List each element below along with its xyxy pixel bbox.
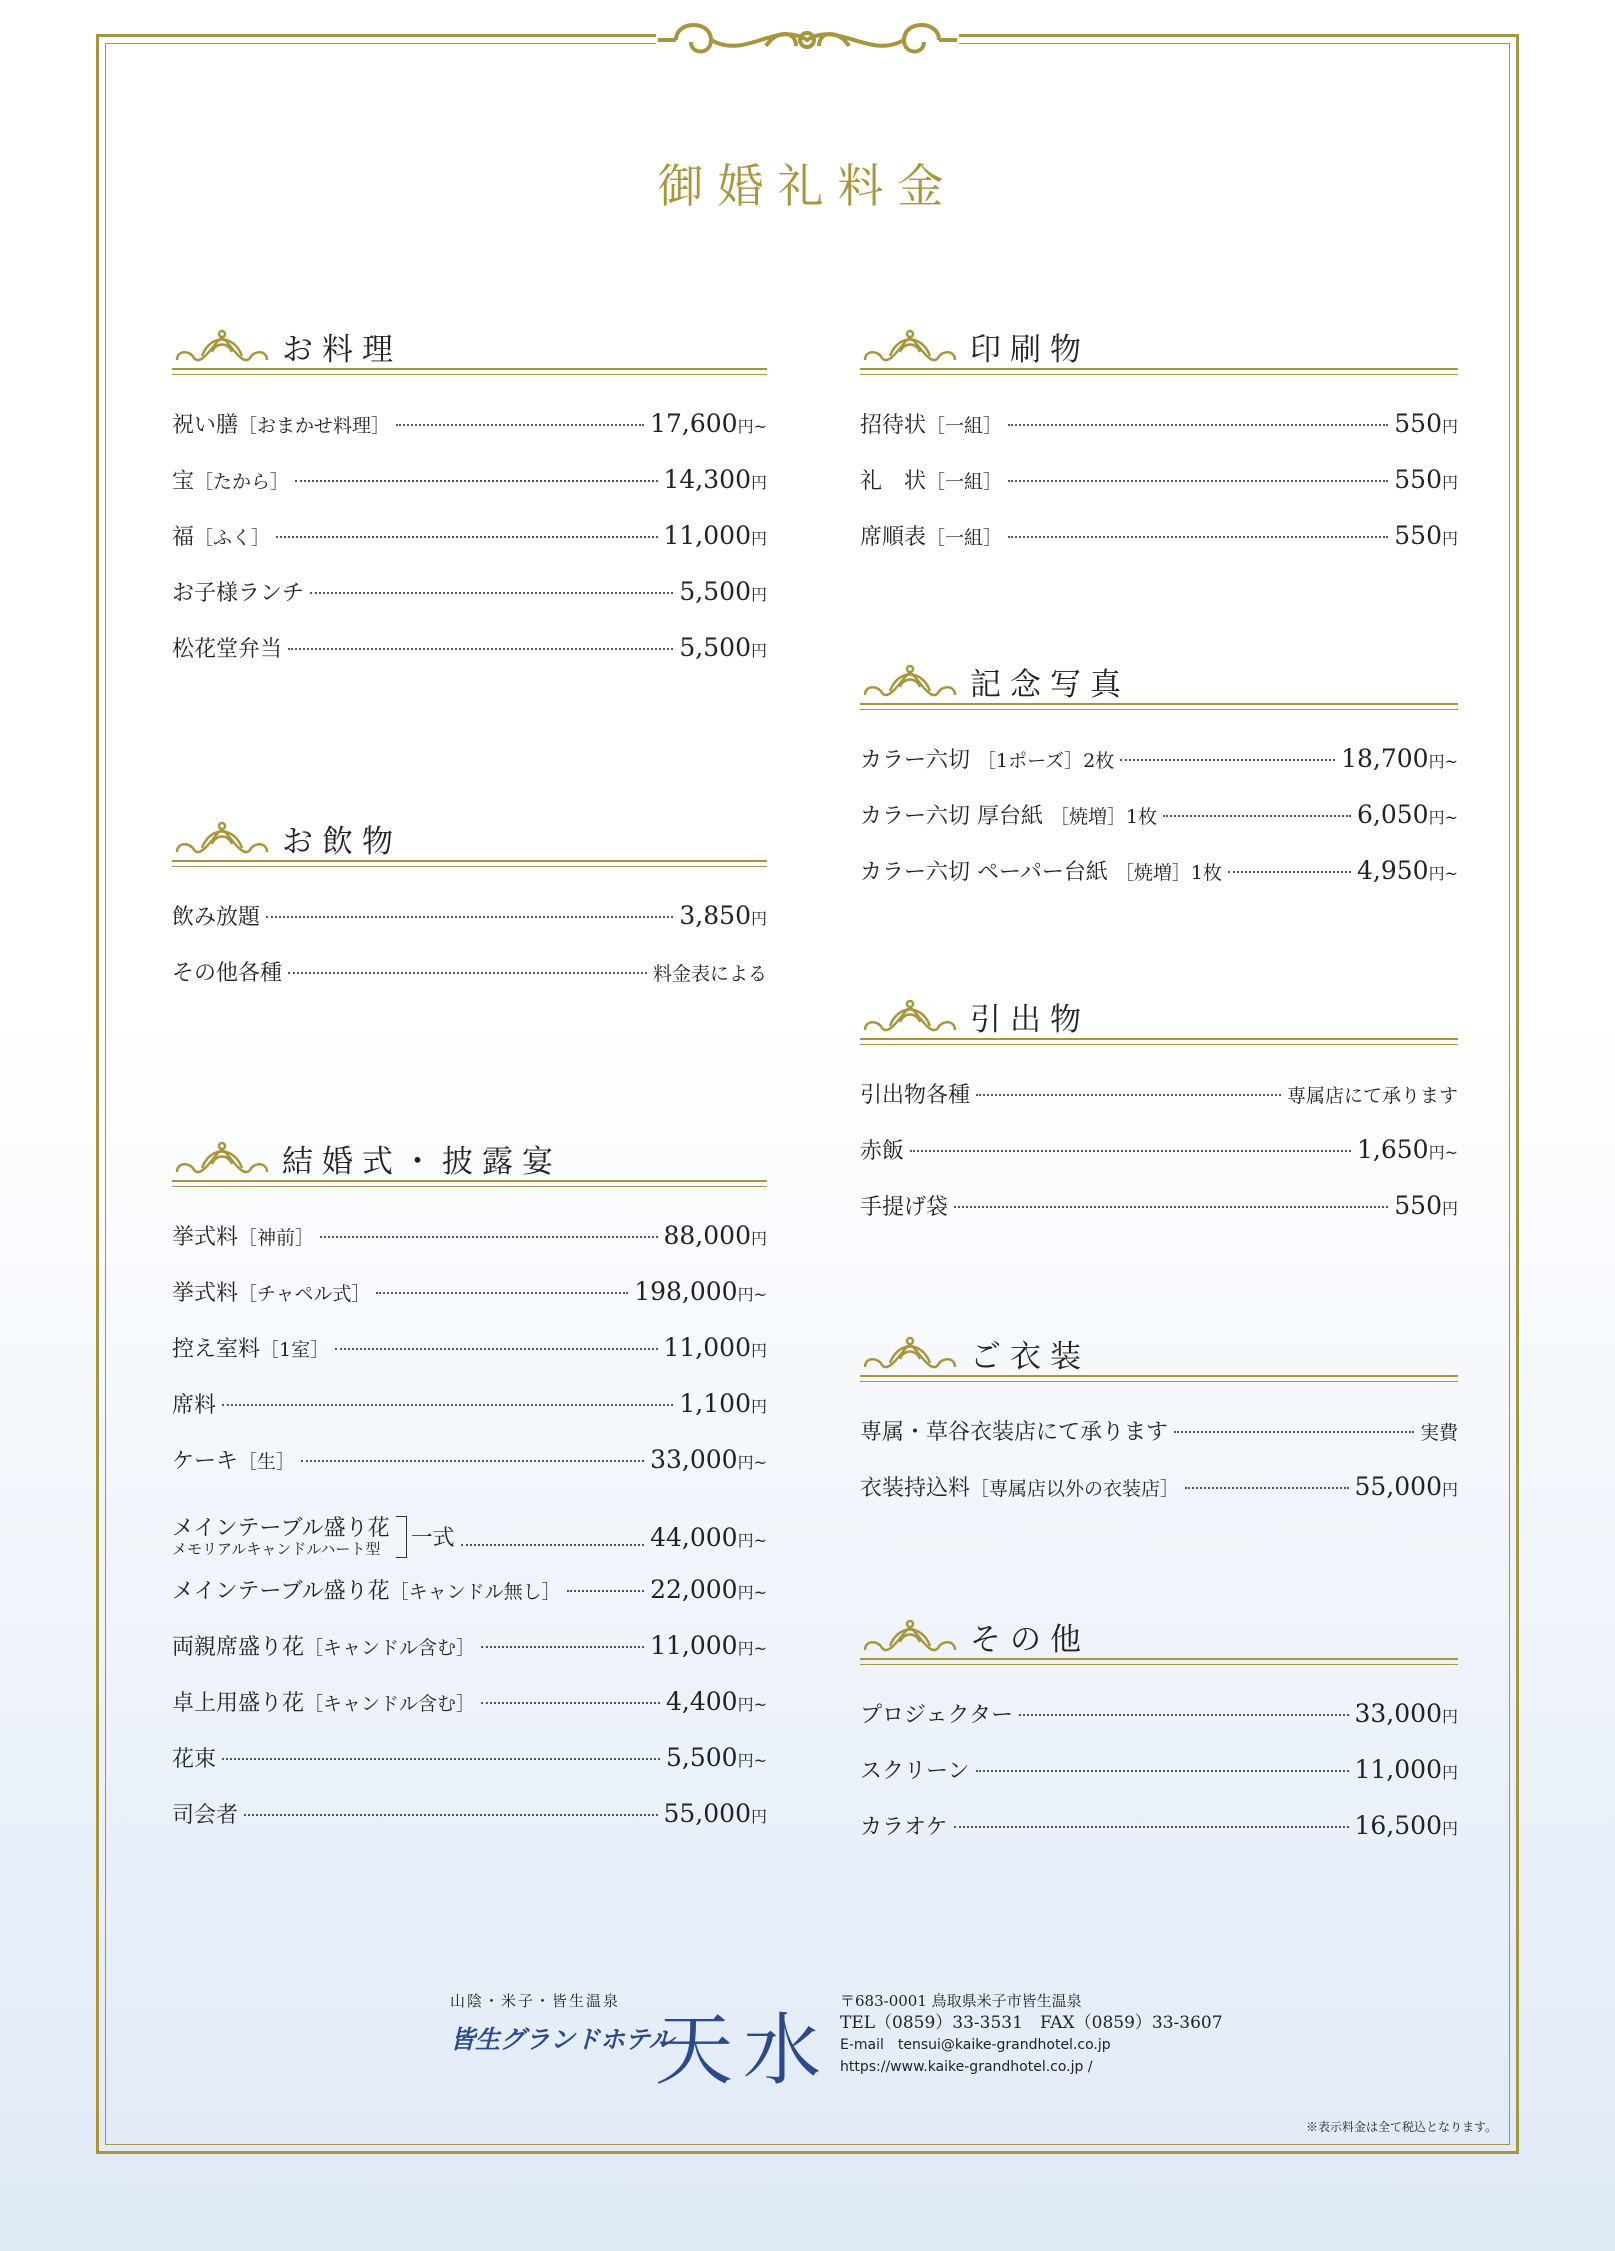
section-title: その他 xyxy=(970,1622,1090,1658)
dot-leader xyxy=(1008,536,1388,538)
item-price: 16,500円 xyxy=(1354,1811,1458,1840)
dot-leader xyxy=(301,1460,644,1462)
gold-rule-thin xyxy=(172,374,767,375)
item-name: 挙式料［チャペル式］ xyxy=(172,1281,371,1306)
item-price: 11,000円 xyxy=(1354,1755,1458,1784)
item-price: 1,100円 xyxy=(679,1389,767,1418)
dot-leader xyxy=(976,1094,1281,1096)
dot-leader xyxy=(1120,759,1335,761)
gold-rule-thin xyxy=(172,866,767,867)
item-price: 17,600円~ xyxy=(650,409,767,438)
item-price: 198,000円~ xyxy=(634,1277,767,1306)
price-row xyxy=(172,1798,767,1854)
bracket xyxy=(396,1516,407,1558)
dot-leader xyxy=(310,592,673,594)
section-header xyxy=(860,320,1458,382)
price-row xyxy=(860,1754,1458,1810)
dot-leader xyxy=(976,1770,1349,1772)
dot-leader xyxy=(910,1150,1351,1152)
price-row xyxy=(172,408,767,464)
item-price: 1,650円~ xyxy=(1357,1135,1458,1164)
price-list xyxy=(860,1698,1458,1866)
dot-leader xyxy=(1008,480,1388,482)
price-list xyxy=(860,408,1458,576)
item-name: 宝［たから］ xyxy=(172,469,290,494)
gold-rule xyxy=(860,1375,1458,1377)
item-price: 33,000円~ xyxy=(650,1445,767,1474)
item-price: 55,000円 xyxy=(663,1799,767,1828)
website-link[interactable]: https://www.kaike-grandhotel.co.jp / xyxy=(840,2059,1093,2075)
section-costume xyxy=(860,1327,1458,1527)
knot-ornament-icon xyxy=(860,328,960,368)
item-name: その他各種 xyxy=(172,961,283,986)
item-price: 14,300円 xyxy=(663,465,767,494)
brand-logo: 天水 xyxy=(655,2006,832,2096)
price-list xyxy=(172,408,767,688)
knot-ornament-icon xyxy=(860,1618,960,1658)
price-row xyxy=(860,464,1458,520)
item-name: 松花堂弁当 xyxy=(172,637,283,662)
section-title: お飲物 xyxy=(282,824,402,860)
price-list xyxy=(860,1415,1458,1527)
item-price: 44,000円~ xyxy=(650,1522,767,1552)
item-price: 550円 xyxy=(1394,1191,1458,1220)
price-row xyxy=(172,632,767,688)
dot-leader xyxy=(481,1702,660,1704)
section-header xyxy=(860,990,1458,1052)
price-row xyxy=(172,1686,767,1742)
section-header xyxy=(172,812,767,874)
gold-rule-thin xyxy=(860,1381,1458,1382)
price-list xyxy=(860,1078,1458,1246)
dot-leader xyxy=(276,536,657,538)
dot-leader xyxy=(1163,815,1351,817)
knot-ornament-icon xyxy=(172,820,272,860)
gold-rule-thin xyxy=(860,1044,1458,1045)
section-title: 引出物 xyxy=(970,1002,1090,1038)
contact-block xyxy=(840,1990,1223,2078)
item-name: 控え室料［1室］ xyxy=(172,1337,330,1362)
price-row xyxy=(860,1190,1458,1246)
price-row xyxy=(172,956,767,1012)
price-row xyxy=(860,1471,1458,1527)
item-name: 招待状［一組］ xyxy=(860,413,1003,438)
gold-rule xyxy=(860,1658,1458,1660)
price-row xyxy=(860,743,1458,799)
item-name: メインテーブル盛り花 メモリアルキャンドルハート型 一式 xyxy=(172,1515,455,1559)
dot-leader xyxy=(288,972,647,974)
item-name: 花束 xyxy=(172,1747,217,1772)
dot-leader xyxy=(1019,1714,1348,1716)
item-name: 席料 xyxy=(172,1393,217,1418)
item-name: 両親席盛り花［キャンドル含む］ xyxy=(172,1635,476,1660)
footer-tagline: 山陰・米子・皆生温泉 xyxy=(450,1992,621,2010)
item-name: 引出物各種 xyxy=(860,1083,971,1108)
dot-leader xyxy=(481,1646,644,1648)
item-price: 550円 xyxy=(1394,409,1458,438)
item-price: 5,500円 xyxy=(679,633,767,662)
tax-note: ※表示料金は全て税込となります。 xyxy=(1305,2120,1497,2134)
item-price: 11,000円~ xyxy=(650,1631,767,1660)
item-name: ケーキ［生］ xyxy=(172,1449,296,1474)
price-row xyxy=(172,1444,767,1500)
top-scroll-ornament-icon xyxy=(656,10,959,70)
item-name: 席順表［一組］ xyxy=(860,525,1003,550)
item-price: 専属店にて承ります xyxy=(1286,1085,1458,1107)
price-row xyxy=(860,1134,1458,1190)
section-title: 結婚式・披露宴 xyxy=(282,1144,562,1180)
knot-ornament-icon xyxy=(860,998,960,1038)
section-title: ご衣装 xyxy=(970,1339,1090,1375)
section-other xyxy=(860,1610,1458,1866)
item-price: 3,850円 xyxy=(679,901,767,930)
price-row xyxy=(172,1742,767,1798)
page-title: 御婚礼料金 xyxy=(657,159,958,213)
gold-rule-thin xyxy=(860,1664,1458,1665)
item-name: スクリーン xyxy=(860,1759,970,1784)
section-ceremony xyxy=(172,1132,767,1854)
dot-leader xyxy=(288,648,673,650)
price-row xyxy=(860,1078,1458,1134)
price-list xyxy=(860,743,1458,911)
item-price: 実費 xyxy=(1419,1422,1458,1444)
section-photo xyxy=(860,655,1458,911)
dot-leader xyxy=(222,1758,660,1760)
item-name: カラー六切 厚台紙 ［焼増］1枚 xyxy=(860,804,1158,829)
price-row xyxy=(860,799,1458,855)
phone-fax: TEL（0859）33-3531 FAX（0859）33-3607 xyxy=(840,2013,1223,2033)
price-row xyxy=(172,900,767,956)
gold-rule xyxy=(172,1180,767,1182)
section-header xyxy=(172,1132,767,1194)
item-name: 福［ふく］ xyxy=(172,525,271,550)
price-row xyxy=(860,1810,1458,1866)
section-header xyxy=(860,655,1458,717)
dot-leader xyxy=(266,916,673,918)
item-name: 司会者 xyxy=(172,1803,239,1828)
item-price: 6,050円~ xyxy=(1357,800,1458,829)
section-title: 記念写真 xyxy=(970,667,1130,703)
price-row xyxy=(860,1698,1458,1754)
item-price: 88,000円 xyxy=(663,1221,767,1250)
section-drinks xyxy=(172,812,767,1012)
section-print xyxy=(860,320,1458,576)
section-title: お料理 xyxy=(282,332,402,368)
price-row xyxy=(172,576,767,632)
item-name: カラー六切 ペーパー台紙 ［焼増］1枚 xyxy=(860,860,1222,885)
price-row xyxy=(860,855,1458,911)
price-row xyxy=(172,1332,767,1388)
dot-leader xyxy=(1228,871,1351,873)
item-name: 赤飯 xyxy=(860,1139,905,1164)
item-price: 33,000円 xyxy=(1354,1699,1458,1728)
item-name: カラオケ xyxy=(860,1815,948,1840)
item-price: 11,000円 xyxy=(663,521,767,550)
price-row xyxy=(172,1388,767,1444)
dot-leader xyxy=(954,1206,1388,1208)
price-list xyxy=(172,900,767,1012)
item-price: 18,700円~ xyxy=(1341,744,1458,773)
knot-ornament-icon xyxy=(860,663,960,703)
gold-rule-thin xyxy=(860,709,1458,710)
item-name: カラー六切 ［1ポーズ］2枚 xyxy=(860,748,1115,773)
section-gifts xyxy=(860,990,1458,1246)
dot-leader xyxy=(954,1826,1349,1828)
item-price: 22,000円~ xyxy=(650,1575,767,1604)
dot-leader xyxy=(320,1236,657,1238)
knot-ornament-icon xyxy=(860,1335,960,1375)
dot-leader xyxy=(295,480,657,482)
item-name: 専属・草谷衣装店にて承ります xyxy=(860,1420,1169,1445)
price-row xyxy=(172,1574,767,1630)
dot-leader xyxy=(335,1348,657,1350)
price-row xyxy=(172,1220,767,1276)
dot-leader xyxy=(222,1404,673,1406)
item-name: 衣装持込料［専属店以外の衣装店］ xyxy=(860,1476,1180,1501)
dot-leader xyxy=(461,1544,644,1546)
dot-leader xyxy=(376,1292,628,1294)
item-name: 祝い膳［おまかせ料理］ xyxy=(172,413,391,438)
section-header xyxy=(860,1327,1458,1389)
gold-rule-thin xyxy=(172,1186,767,1187)
item-price: 550円 xyxy=(1394,521,1458,550)
gold-rule xyxy=(172,368,767,370)
price-row xyxy=(860,1415,1458,1471)
price-row-set xyxy=(172,1500,767,1574)
price-row xyxy=(172,1276,767,1332)
gold-rule xyxy=(860,368,1458,370)
item-price: 11,000円 xyxy=(663,1333,767,1362)
postal-address: 〒683-0001 鳥取県米子市皆生温泉 xyxy=(840,1992,1082,2010)
gold-rule xyxy=(172,860,767,862)
price-row xyxy=(860,520,1458,576)
section-cuisine xyxy=(172,320,767,688)
item-name: 手提げ袋 xyxy=(860,1195,949,1220)
dot-leader xyxy=(244,1814,657,1816)
price-row xyxy=(172,464,767,520)
gold-rule xyxy=(860,1038,1458,1040)
knot-ornament-icon xyxy=(172,328,272,368)
price-row xyxy=(172,1630,767,1686)
item-price: 5,500円 xyxy=(679,577,767,606)
dot-leader xyxy=(567,1590,644,1592)
item-price: 550円 xyxy=(1394,465,1458,494)
price-list xyxy=(172,1220,767,1854)
section-header xyxy=(172,320,767,382)
dot-leader xyxy=(1008,424,1388,426)
item-price: 4,950円~ xyxy=(1357,856,1458,885)
item-price: 4,400円~ xyxy=(666,1687,767,1716)
item-price: 55,000円 xyxy=(1354,1472,1458,1501)
item-name: 礼 状［一組］ xyxy=(860,469,1003,494)
email-link[interactable]: E-mail tensui@kaike-grandhotel.co.jp xyxy=(840,2037,1111,2053)
item-name: メインテーブル盛り花［キャンドル無し］ xyxy=(172,1579,561,1604)
price-row xyxy=(172,520,767,576)
item-name: プロジェクター xyxy=(860,1703,1014,1728)
dot-leader xyxy=(396,424,644,426)
gold-rule xyxy=(860,703,1458,705)
item-price: 料金表による xyxy=(652,963,767,985)
section-title: 印刷物 xyxy=(970,332,1090,368)
knot-ornament-icon xyxy=(172,1140,272,1180)
price-row xyxy=(860,408,1458,464)
gold-rule-thin xyxy=(860,374,1458,375)
dot-leader xyxy=(1185,1487,1348,1489)
dot-leader xyxy=(1174,1431,1414,1433)
item-name: 飲み放題 xyxy=(172,905,261,930)
item-price: 5,500円~ xyxy=(666,1743,767,1772)
item-name: 挙式料［神前］ xyxy=(172,1225,315,1250)
item-name: 卓上用盛り花［キャンドル含む］ xyxy=(172,1691,476,1716)
hotel-name-logo: 皆生グランドホテル xyxy=(450,2025,674,2054)
item-name: お子様ランチ xyxy=(172,581,305,606)
section-header xyxy=(860,1610,1458,1672)
